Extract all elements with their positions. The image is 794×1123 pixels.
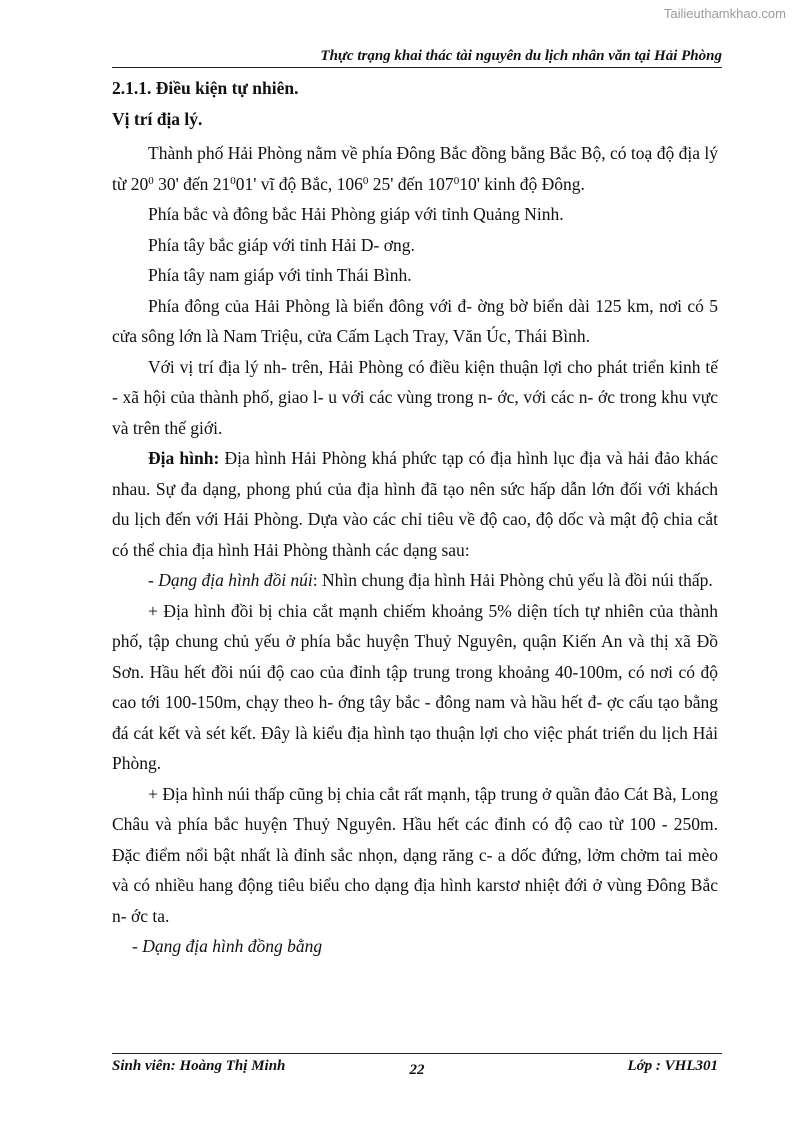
text-run: 25' đến 107	[368, 173, 454, 194]
terrain-intro-paragraph	[112, 443, 718, 565]
text-run: 01' vĩ độ Bắc, 106	[235, 173, 363, 194]
text-run: 30' đến 21	[153, 173, 231, 194]
border-east-paragraph: Phía đông của Hải Phòng là biển đông với đ- ờng bờ biển dài 125 km, nơi có 5 cửa sông lớn là Nam Triệu, cửa Cấm Lạch Tray, Văn Úc, Thái Bình.	[112, 295, 718, 346]
degree-sup: 0	[230, 174, 236, 187]
page-number: 22	[409, 1062, 425, 1078]
location-coordinates-paragraph	[112, 138, 718, 199]
section-heading: 2.1.1. Điều kiện tự nhiên.	[112, 78, 299, 98]
terrain-label: Địa hình:	[148, 448, 220, 468]
subsection-heading: Vị trí địa lý.	[112, 108, 203, 129]
degree-sup: 0	[453, 174, 460, 187]
running-header: Thực trạng khai thác tài nguyên du lịch nhân văn tại Hải Phòng	[112, 48, 722, 68]
text-run: Thành phố Hải Phòng nằm về phía Đông Bắc đồng bằng Bắc Bộ, có toạ độ địa lý từ 20	[112, 143, 718, 194]
border-north-paragraph: Phía bắc và đông bắc Hải Phòng giáp với tỉnh Quảng Ninh.	[148, 204, 564, 224]
page-footer	[112, 1053, 722, 1078]
document-body	[112, 73, 718, 962]
mountain-terrain-label: - Dạng địa hình đồi núi	[148, 570, 313, 590]
border-northwest-paragraph: Phía tây bắc giáp với tỉnh Hải D- ơng.	[148, 234, 415, 255]
mountain-terrain-paragraph	[112, 565, 718, 596]
text-run: Địa hình Hải Phòng khá phức tạp có địa hình lục địa và hải đảo khác nhau. Sự đa dạng, phong phú của địa hình đã tạo nên sức hấp dẫn lớn đối với khách du lịch đến với Hải Phòng. Dựa vào các chỉ tiêu về độ cao, độ dốc và mật độ chia cắt có thể chia địa hình Hải Phòng thành các dạng sau:	[112, 448, 718, 560]
watermark: Tailieuthamkhao.com	[663, 6, 786, 21]
hill-terrain-bullet: + Địa hình đồi bị chia cắt mạnh chiếm khoảng 5% diện tích tự nhiên của thành phố, tập chung chủ yếu ở phía bắc huyện Thuỷ Nguyên, quận Kiến An và thị xã Đồ Sơn. Hầu hết đồi núi độ cao của đỉnh tập trung trong khoảng 40-100m, có nơi có độ cao tới 100-150m, chạy theo h- ớng tây bắc - đông nam và hầu hết đ- ợc cấu tạo bằng đá cát kết và sét kết. Đây là kiểu địa hình tạo thuận lợi cho việc phát triển du lịch Hải Phòng.	[112, 600, 718, 773]
footer-class: Lớp : VHL301	[627, 1058, 718, 1074]
degree-sup: 0	[362, 174, 369, 187]
degree-sup: 0	[148, 174, 154, 187]
footer-student: Sinh viên: Hoàng Thị Minh	[112, 1058, 286, 1074]
location-advantage-paragraph: Với vị trí địa lý nh- trên, Hải Phòng có điều kiện thuận lợi cho phát triển kinh tế - xã hội của thành phố, giao l- u với các vùng trong n- ớc, với các n- ớc trong khu vực và trên thế giới.	[112, 356, 718, 438]
text-run: 10' kinh độ Đông.	[459, 173, 585, 194]
border-southwest-paragraph: Phía tây nam giáp với tỉnh Thái Bình.	[148, 265, 412, 285]
text-run: : Nhìn chung địa hình Hải Phòng chủ yếu là đồi núi thấp.	[312, 570, 713, 590]
plain-terrain-label: - Dạng địa hình đồng bằng	[132, 936, 323, 956]
low-mountain-terrain-bullet: + Địa hình núi thấp cũng bị chia cắt rất mạnh, tập trung ở quần đảo Cát Bà, Long Châu và phía bắc huyện Thuỷ Nguyên. Hầu hết các đỉnh có độ cao từ 100 - 250m. Đặc điểm nổi bật nhất là đỉnh sắc nhọn, dạng răng c- a dốc đứng, lởm chởm tai mèo và có nhiều hang động tiêu biểu cho dạng địa hình karstơ nhiệt đới ở vùng Đông Bắc n- ớc ta.	[112, 783, 718, 926]
